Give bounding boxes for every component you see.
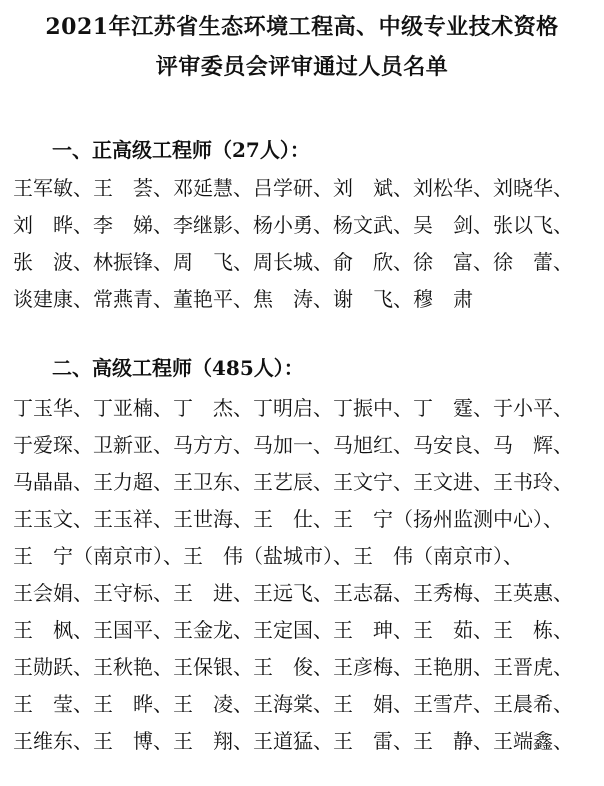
document-title-line-1: 2021年江苏省生态环境工程高、中级专业技术资格 [45, 14, 559, 40]
name-list-line: 王军敏、王 荟、邓延慧、吕学研、刘 斌、刘松华、刘晓华、 [13, 176, 573, 200]
name-list-line: 王 莹、王 晔、王 凌、王海棠、王 娟、王雪芹、王晨希、 [13, 692, 573, 716]
name-list-line: 谈建康、常燕青、董艳平、焦 涛、谢 飞、穆 肃 [13, 287, 473, 311]
name-list-line: 刘 晔、李 娣、李继影、杨小勇、杨文武、吴 剑、张以飞、 [13, 213, 573, 237]
name-list-line: 王会娟、王守标、王 进、王远飞、王志磊、王秀梅、王英惠、 [13, 581, 573, 605]
name-list-line: 王 宁（南京市）、王 伟（盐城市）、王 伟（南京市）、 [13, 544, 523, 568]
name-list-line: 丁玉华、丁亚楠、丁 杰、丁明启、丁振中、丁 霆、于小平、 [13, 396, 573, 420]
name-list-line: 王维东、王 博、王 翔、王道猛、王 雷、王 静、王端鑫、 [13, 729, 573, 753]
name-list-line: 马晶晶、王力超、王卫东、王艺辰、王文宁、王文进、王书玲、 [13, 470, 573, 494]
section-heading-senior-engineers: 二、高级工程师（485人）： [52, 356, 304, 380]
name-list-senior-professor-engineers [13, 176, 593, 324]
name-list-line: 王勋跃、王秋艳、王保银、王 俊、王彦梅、王艳朋、王晋虎、 [13, 655, 573, 679]
name-list-senior-engineers [13, 396, 593, 766]
name-list-line: 张 波、林振锋、周 飞、周长城、俞 欣、徐 富、徐 蕾、 [13, 250, 573, 274]
name-list-line: 王玉文、王玉祥、王世海、王 仕、王 宁（扬州监测中心）、 [13, 507, 563, 531]
name-list-line: 王 枫、王国平、王金龙、王定国、王 珅、王 茹、王 栋、 [13, 618, 573, 642]
section-heading-senior-professor-engineers: 一、正高级工程师（27人）： [52, 138, 310, 162]
name-list-line: 于爱琛、卫新亚、马方方、马加一、马旭红、马安良、马 辉、 [13, 433, 573, 457]
document-title-line-2: 评审委员会评审通过人员名单 [155, 54, 449, 80]
